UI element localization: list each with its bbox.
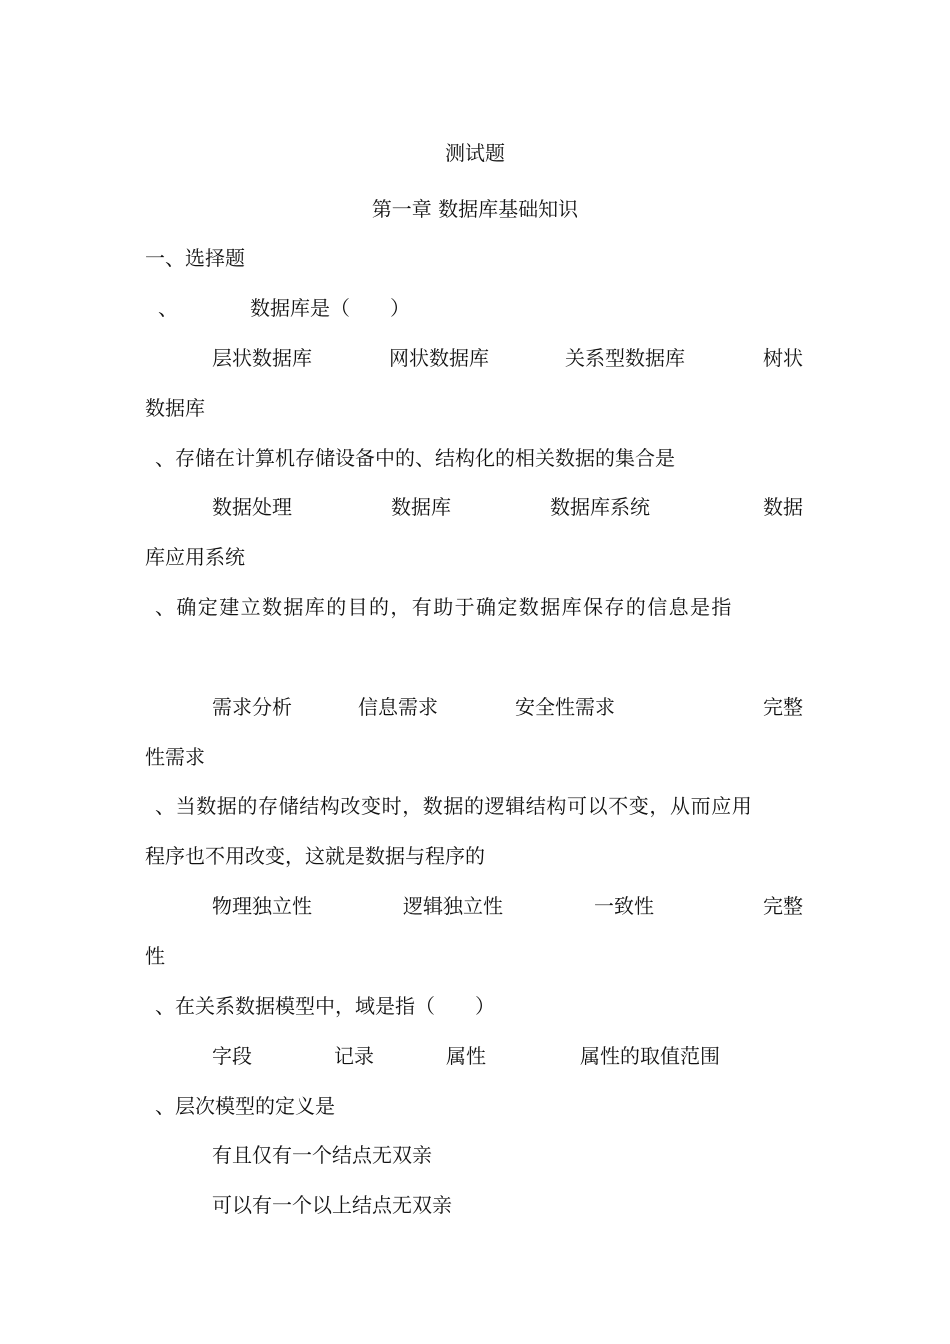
question-5-option-d: 属性的取值范围: [580, 1044, 720, 1068]
question-2-option-wrap: [0, 543, 950, 571]
question-4-text-continued: 程序也不用改变，这就是数据与程序的: [145, 844, 485, 868]
question-3-text: 、确定建立数据库的目的，有助于确定数据库保存的信息是指: [155, 595, 733, 619]
title-text: 测试题: [445, 141, 505, 165]
question-1-option-a: 层状数据库: [212, 346, 312, 370]
question-4-wrap-text: 性: [145, 944, 165, 968]
question-1-option-d: 树状: [763, 346, 803, 370]
question-1-option-b: 网状数据库: [389, 346, 489, 370]
question-1-options: [0, 344, 950, 372]
question-3-option-a: 需求分析: [212, 695, 292, 719]
question-1-option-wrap: [0, 394, 950, 422]
question-4-stem-continued: [0, 842, 950, 870]
question-2-option-a: 数据处理: [212, 495, 292, 519]
question-2-option-d: 数据: [763, 495, 803, 519]
question-1-stem: [0, 294, 950, 322]
question-3-stem: [0, 593, 950, 621]
question-3-option-wrap: [0, 743, 950, 771]
question-1-option-c: 关系型数据库: [565, 346, 685, 370]
question-6-stem: [0, 1092, 950, 1120]
section-heading: [0, 244, 950, 272]
question-1-wrap-text: 数据库: [145, 396, 205, 420]
question-5-option-a: 字段: [212, 1044, 252, 1068]
question-5-option-c: 属性: [446, 1044, 486, 1068]
section-text: 一、选择题: [145, 246, 245, 270]
question-6-option-a-line: [0, 1141, 950, 1169]
question-2-text: 、存储在计算机存储设备中的、结构化的相关数据的集合是: [155, 446, 675, 470]
chapter-heading: [0, 195, 950, 223]
question-5-option-b: 记录: [334, 1044, 374, 1068]
question-4-stem: [0, 792, 950, 820]
question-1-text: 数据库是（ ）: [250, 296, 410, 320]
question-3-option-c: 安全性需求: [515, 695, 615, 719]
question-4-options: [0, 892, 950, 920]
question-2-option-b: 数据库: [391, 495, 451, 519]
question-6-option-a: 有且仅有一个结点无双亲: [212, 1143, 432, 1167]
question-1-prefix: 、: [158, 296, 178, 320]
question-5-text: 、在关系数据模型中，域是指（ ）: [155, 994, 495, 1018]
question-4-option-d: 完整: [763, 894, 803, 918]
question-4-text: 、当数据的存储结构改变时，数据的逻辑结构可以不变，从而应用: [155, 794, 753, 818]
question-2-wrap-text: 库应用系统: [145, 545, 245, 569]
question-4-option-c: 一致性: [594, 894, 654, 918]
question-2-option-c: 数据库系统: [550, 495, 650, 519]
chapter-text: 第一章 数据库基础知识: [371, 197, 579, 221]
question-3-options: [0, 693, 950, 721]
question-3-option-d: 完整: [763, 695, 803, 719]
question-3-wrap-text: 性需求: [145, 745, 205, 769]
question-3-option-b: 信息需求: [358, 695, 438, 719]
question-4-option-a: 物理独立性: [212, 894, 312, 918]
question-4-option-b: 逻辑独立性: [403, 894, 503, 918]
question-2-options: [0, 493, 950, 521]
question-5-stem: [0, 992, 950, 1020]
question-4-option-wrap: [0, 942, 950, 970]
page-title: [0, 139, 950, 167]
question-2-stem: [0, 444, 950, 472]
question-5-options: [0, 1042, 950, 1070]
question-6-text: 、层次模型的定义是: [155, 1094, 335, 1118]
question-6-option-b: 可以有一个以上结点无双亲: [212, 1193, 452, 1217]
question-6-option-b-line: [0, 1191, 950, 1219]
